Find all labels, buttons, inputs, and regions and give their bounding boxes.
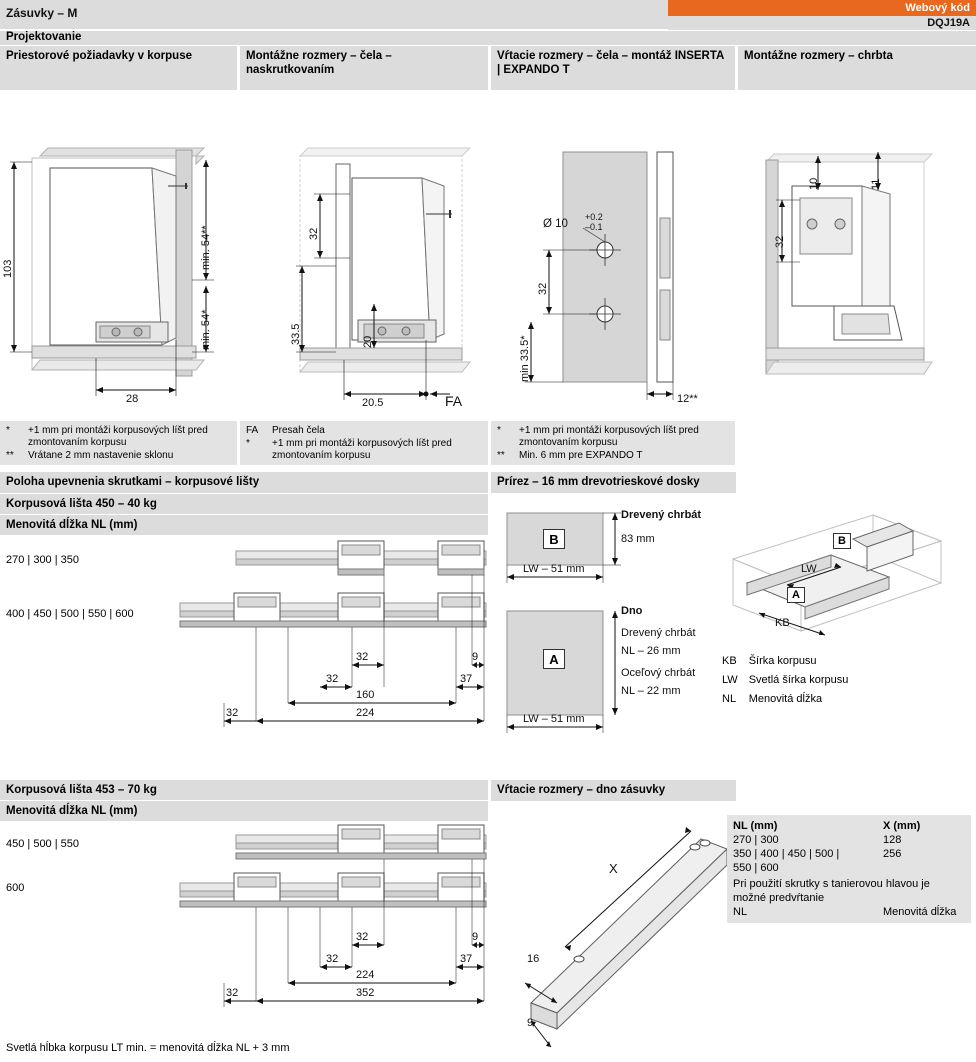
panel7-nl-label: Menovitá dĺžka NL (mm) — [0, 801, 488, 821]
panel7-note: Svetlá hĺbka korpusu LT min. = menovitá dĺžka NL + 3 mm — [6, 1042, 290, 1054]
web-code-label: Webový kód — [905, 2, 970, 14]
panel7-dim-32-a: 32 — [356, 931, 369, 943]
panel6-bottom-letter: A — [543, 649, 565, 669]
panel1-title: Priestorové požiadavky v korpuse — [0, 46, 237, 90]
panel7-length-1: 450 | 500 | 550 — [6, 838, 79, 850]
panel4-title: Montážne rozmery – chrbta — [738, 46, 976, 90]
panel7-dim-32-c: 32 — [226, 987, 239, 999]
table-row — [733, 861, 965, 875]
panel6-back-group — [501, 507, 731, 587]
legend-code-lw: LW — [722, 674, 738, 686]
page-title: Zásuvky – M — [6, 6, 78, 20]
panel8-col-x: X (mm) — [883, 820, 921, 832]
panel8-col-nl: NL (mm) — [733, 820, 778, 832]
panel2-figure — [240, 90, 488, 420]
panel8-title: Vŕtacie rozmery – dno zásuvky — [491, 780, 736, 801]
panel-screw-position-453 — [0, 780, 488, 1062]
panel3-hole-diameter: Ø 10 — [543, 218, 568, 230]
legend-code-kb: KB — [722, 655, 737, 667]
panel1-fn2-mark: ** — [6, 450, 14, 461]
panel2-dim-335: 33.5 — [290, 323, 302, 345]
panel1-dim-28: 28 — [126, 393, 139, 405]
legend-row — [721, 653, 856, 670]
panel3-dim-32: 32 — [537, 282, 549, 295]
panel6-back-height: 83 mm — [621, 533, 655, 545]
table-note-row — [733, 875, 965, 905]
panel3-tolerance-upper: +0.2 — [585, 212, 603, 222]
panel2-dim-205: 20.5 — [362, 397, 384, 409]
panel6-bottom-row2-val: NL – 22 mm — [621, 685, 681, 697]
panel2-dim-32: 32 — [308, 227, 320, 240]
panel1-footnotes — [0, 421, 237, 465]
web-code-value: DQJ19A — [927, 17, 970, 29]
panel8-legend-code: NL — [733, 906, 748, 918]
legend-row — [721, 691, 856, 708]
panel5-subtitle: Korpusová lišta 450 – 40 kg — [0, 494, 488, 514]
panel3-dim-min335: min 33.5* — [519, 335, 531, 382]
panel2-dim-fa: FA — [445, 393, 463, 409]
panel7-dim-37: 37 — [460, 953, 473, 965]
panel-cut-16mm — [491, 472, 976, 772]
panel-front-mounting — [240, 46, 488, 465]
panel3-footnotes — [491, 421, 735, 465]
panel4-dim-11: 11 — [870, 178, 882, 190]
panel6-iso-letter-a: A — [787, 587, 805, 603]
panel7-dim-9: 9 — [472, 931, 479, 943]
panel3-dim-12: 12** — [677, 393, 698, 405]
panel8-r2-x: 256 — [883, 848, 902, 860]
panel6-bottom-label: Dno — [621, 605, 643, 617]
panel3-fn1-text: +1 mm pri montáži korpusových líšt pred zmontovaním korpusu — [519, 425, 699, 448]
panel5-dim-9: 9 — [472, 651, 479, 663]
panel4-figure — [738, 90, 976, 420]
panel3-figure — [491, 90, 735, 420]
section-title-bar — [0, 31, 976, 45]
panel5-dim-37: 37 — [460, 673, 473, 685]
panel8-r1-nl: 270 | 300 — [733, 834, 779, 846]
web-code-label-bar — [668, 0, 976, 16]
page-header — [0, 0, 976, 30]
table-row — [733, 833, 965, 847]
section-title: Projektovanie — [6, 31, 82, 43]
panel6-iso-letter-b: B — [833, 533, 851, 549]
panel4-drawing — [738, 90, 976, 420]
panel3-tolerance-lower: –0.1 — [585, 222, 603, 232]
panel2-fn1-mark: FA — [246, 425, 259, 436]
panel6-back-label: Drevený chrbát — [621, 509, 702, 521]
panel6-bottom-row1-val: NL – 26 mm — [621, 645, 681, 657]
panel6-iso-group — [713, 501, 953, 651]
panel8-r2-nl: 350 | 400 | 450 | 500 | — [733, 848, 840, 860]
legend-code-nl: NL — [722, 693, 737, 705]
panel2-fn2-mark: * — [246, 438, 250, 449]
panel5-length-2: 400 | 450 | 500 | 550 | 600 — [6, 608, 134, 620]
panel7-length-2: 600 — [6, 882, 25, 894]
panel7-dim-224: 224 — [356, 969, 375, 981]
panel2-drawing — [240, 90, 488, 420]
legend-row — [721, 672, 856, 689]
panel7-dim-352: 352 — [356, 987, 375, 999]
legend-text-nl: Menovitá dĺžka — [748, 693, 823, 705]
panel7-dim-32-b: 32 — [326, 953, 339, 965]
panel3-fn1-mark: * — [497, 425, 501, 436]
panel1-figure — [0, 90, 237, 420]
panel-drilling-front — [491, 46, 735, 465]
panel6-iso-lw: LW — [801, 563, 817, 575]
panel8-body — [491, 801, 976, 1061]
panel4-dim-32: 32 — [774, 235, 786, 248]
panel5-dim-224: 224 — [356, 707, 375, 719]
panel5-figure-area — [0, 535, 488, 765]
panel8-r1-x: 128 — [883, 834, 902, 846]
panel3-title: Vŕtacie rozmery – čela – montáž INSERTA | EXPANDO T — [491, 46, 735, 90]
panel6-body — [491, 493, 976, 773]
panel5-title: Poloha upevnenia skrutkami – korpusové lišty — [0, 472, 488, 493]
panel2-title: Montážne rozmery – čela – naskrutkovaním — [240, 46, 488, 90]
panel6-iso-kb: KB — [775, 617, 790, 629]
panel8-table-grid — [733, 819, 965, 919]
panel1-fn2-text: Vrátane 2 mm nastavenie sklonu — [28, 450, 174, 461]
panel6-back-width: LW – 51 mm — [523, 563, 585, 575]
panel8-table — [727, 815, 971, 923]
panel-space-requirements — [0, 46, 237, 465]
panel5-dim-32-c: 32 — [226, 707, 239, 719]
panel6-bottom-row2-key: Oceľový chrbát — [621, 667, 696, 679]
panel8-r3-nl: 550 | 600 — [733, 862, 779, 874]
panel-drilling-bottom — [491, 780, 976, 1062]
panel2-footnotes — [240, 421, 488, 465]
panel6-bottom-group — [501, 597, 731, 747]
panel6-legend — [719, 651, 858, 710]
panel4-dim-10: 10 — [808, 177, 820, 190]
panel5-nl-label: Menovitá dĺžka NL (mm) — [0, 515, 488, 535]
panel5-length-1: 270 | 300 | 350 — [6, 554, 79, 566]
panel2-fn2-text: +1 mm pri montáži korpusových líšt pred zmontovaním korpusu — [272, 438, 452, 461]
table-row — [733, 847, 965, 861]
panel8-dim-x: X — [609, 861, 618, 876]
panel6-bottom-width: LW – 51 mm — [523, 713, 585, 725]
panel3-fn2-mark: ** — [497, 450, 505, 461]
panel7-drawing — [0, 821, 488, 1036]
panel2-dim-20: 20 — [362, 335, 374, 348]
panel1-dim-min54-2star: min. 54** — [200, 225, 212, 270]
panel1-dim-103: 103 — [2, 259, 14, 278]
panel6-title: Prírez – 16 mm drevotrieskové dosky — [491, 472, 736, 493]
panel5-dim-160: 160 — [356, 689, 375, 701]
table-header-row — [733, 819, 965, 833]
panel-screw-position-450 — [0, 472, 488, 772]
panel1-fn1-text: +1 mm pri montáži korpusových líšt pred zmontovaním korpusu — [28, 425, 208, 448]
panel5-dim-32-b: 32 — [326, 673, 339, 685]
panel-back-mounting — [738, 46, 976, 465]
panel6-iso-drawing — [713, 501, 953, 651]
panel3-fn2-text: Min. 6 mm pre EXPANDO T — [519, 450, 643, 461]
legend-text-kb: Šírka korpusu — [748, 655, 817, 667]
panel1-fn1-mark: * — [6, 425, 10, 436]
panel5-drawing — [0, 535, 488, 765]
panel2-fn1-text: Presah čela — [272, 425, 325, 436]
panel6-bottom-row1-key: Drevený chrbát — [621, 627, 696, 639]
panel7-figure-area — [0, 821, 488, 1036]
panel8-table-note: Pri použití skrutky s tanierovou hlavou je možné predvŕtanie — [733, 878, 930, 904]
panel1-dim-min54-1star: min. 54* — [200, 309, 212, 350]
legend-text-lw: Svetlá šírka korpusu — [748, 674, 849, 686]
header-title-bar — [0, 0, 668, 30]
web-code-value-bar — [668, 16, 976, 30]
panel6-back-letter: B — [543, 529, 565, 549]
panel8-dim-9: 9 — [527, 1017, 534, 1029]
table-legend-row — [733, 905, 965, 919]
panel8-r3-x — [883, 861, 965, 875]
panel8-dim-16: 16 — [527, 953, 540, 965]
panel5-dim-32-a: 32 — [356, 651, 369, 663]
panel8-legend-text: Menovitá dĺžka — [883, 906, 957, 918]
panel7-subtitle: Korpusová lišta 453 – 70 kg — [0, 780, 488, 800]
